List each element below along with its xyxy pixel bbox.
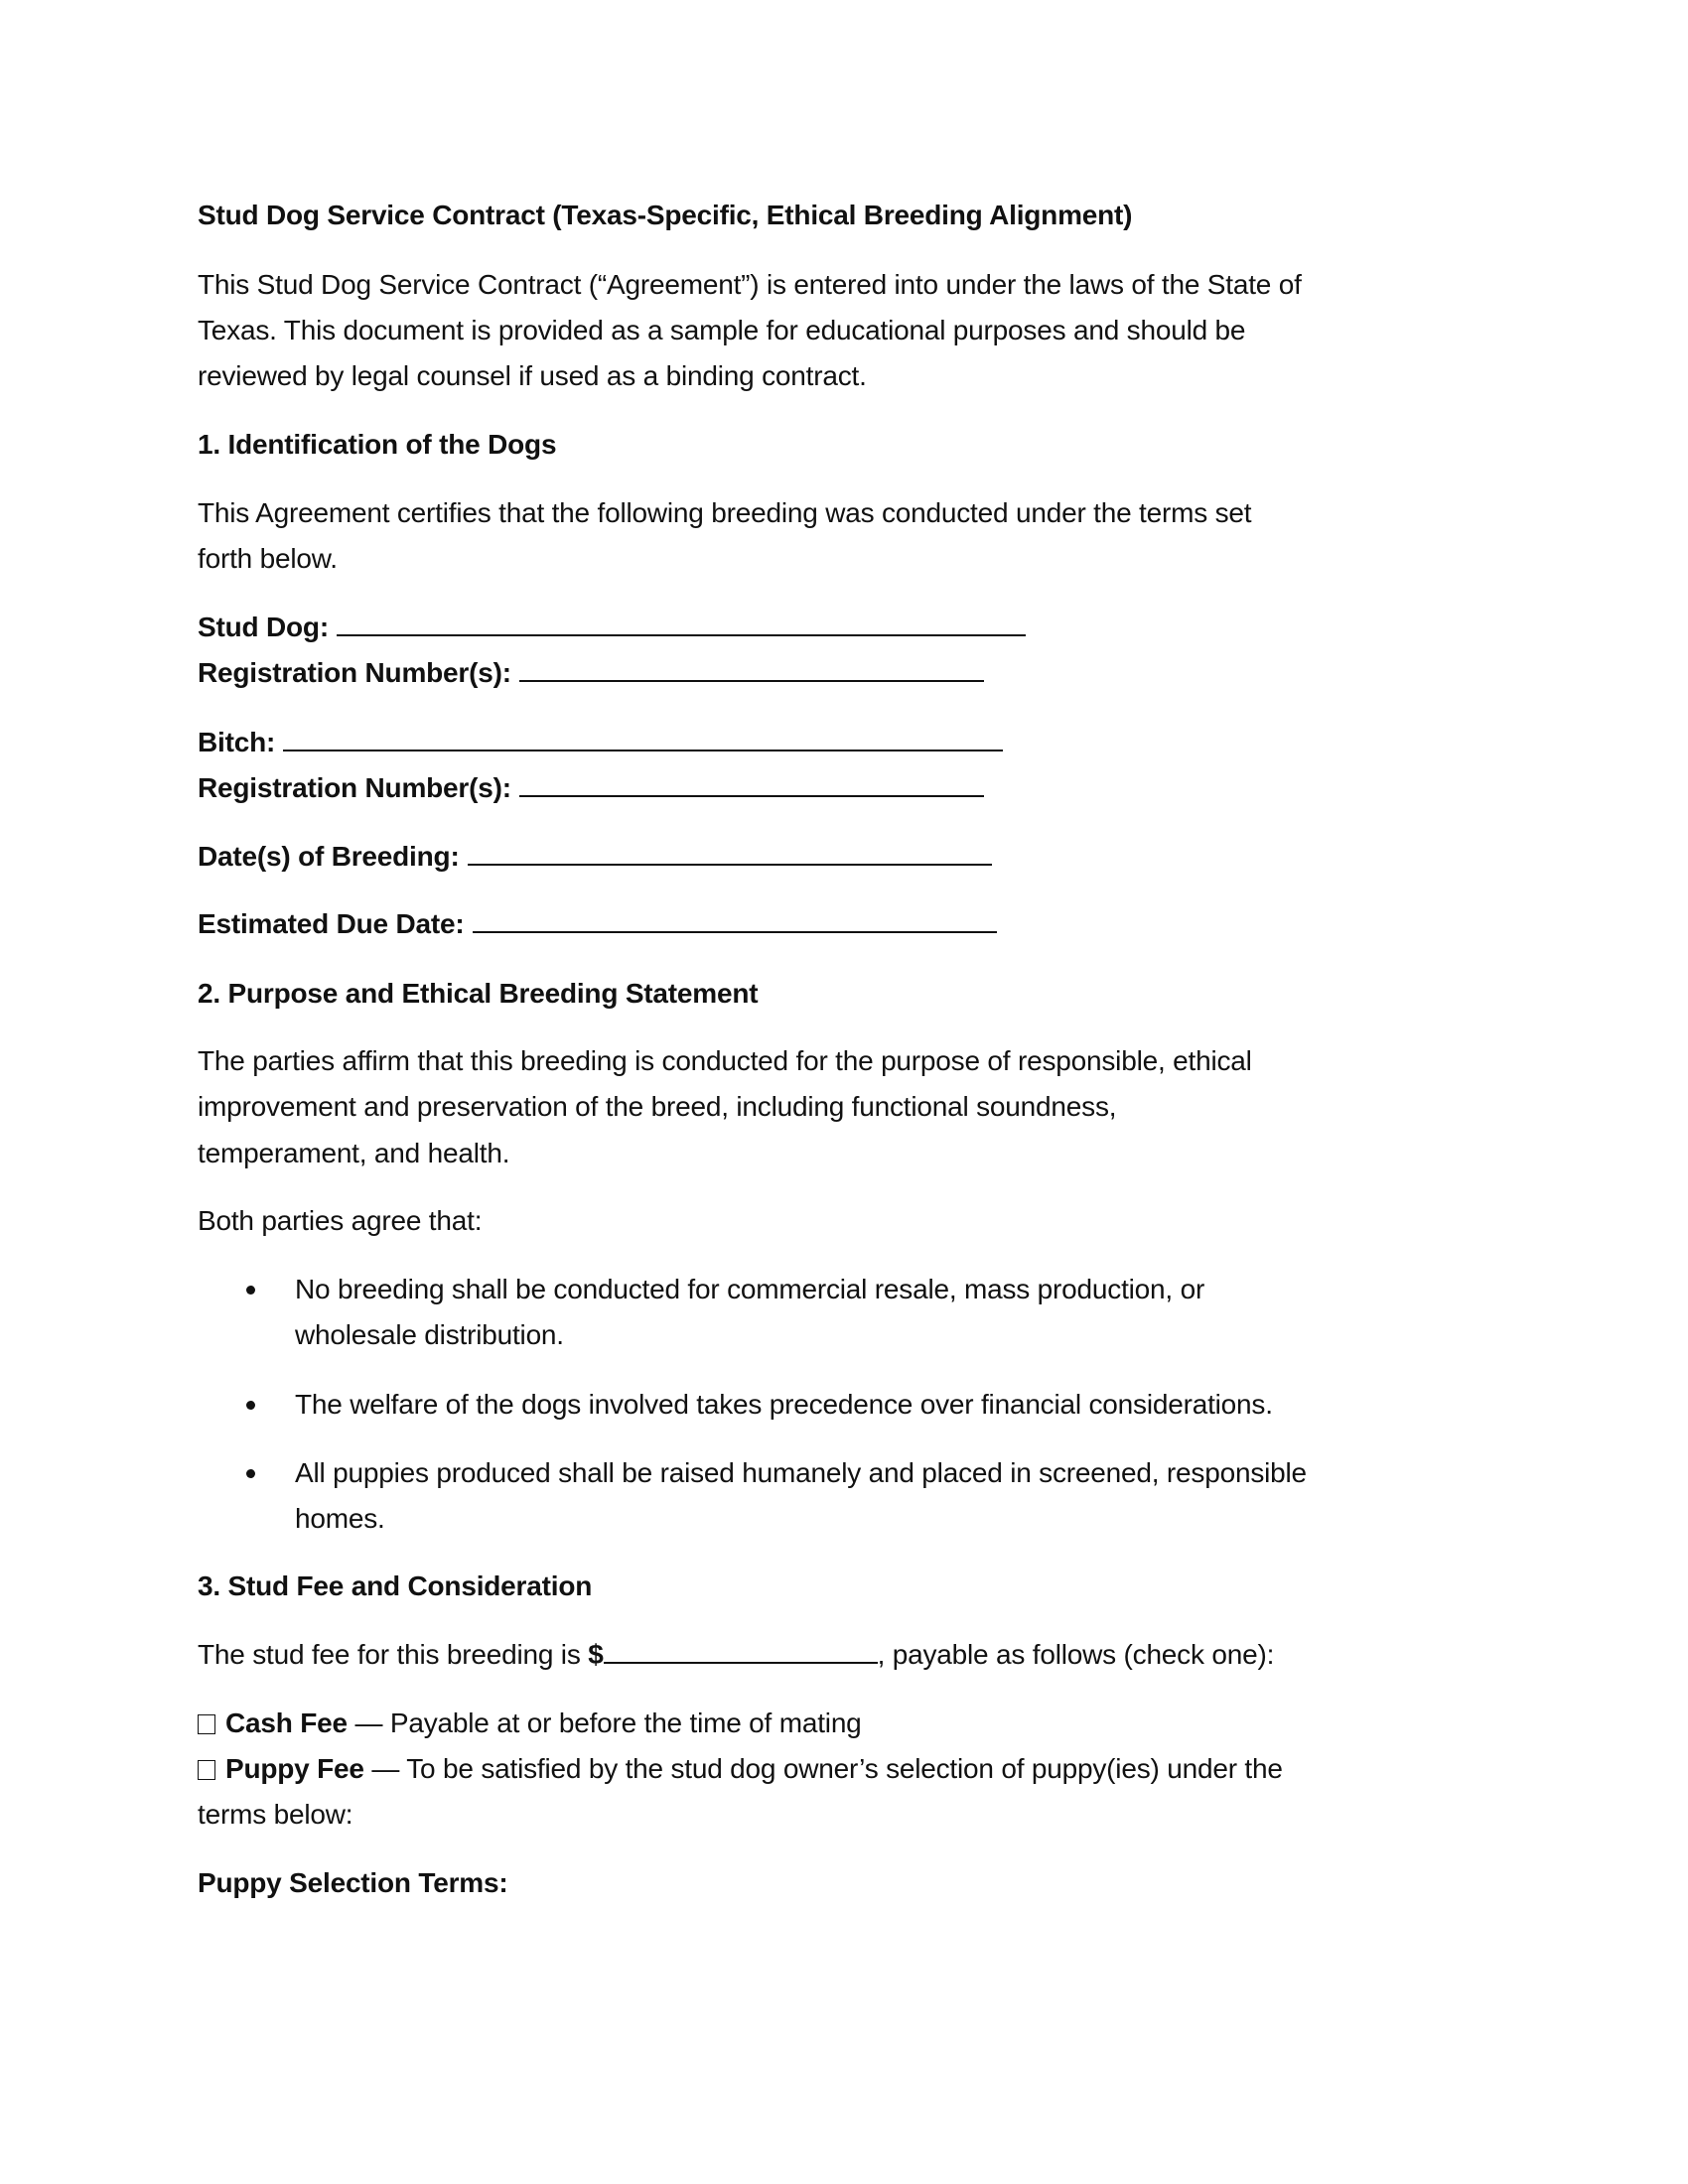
bitch-registration-field [198,771,984,805]
puppy-fee-option[interactable] [198,1752,1283,1786]
stud-registration-field [198,656,984,690]
puppy-fee-description: — To be satisfied by the stud dog owner’s selection of puppy(ies) under the [363,1753,1283,1784]
bitch-label: Bitch: [198,727,276,757]
breeding-dates-input-line[interactable] [468,840,992,866]
due-date-label: Estimated Due Date: [198,908,465,939]
bullet-item-line: wholesale distribution. [295,1319,564,1350]
intro-paragraph-line: This Stud Dog Service Contract (“Agreement”) is entered into under the laws of the State of [198,269,1302,300]
cash-fee-description: — Payable at or before the time of mating [347,1707,862,1738]
currency-symbol: $ [588,1639,604,1670]
bullet-item-line: No breeding shall be conducted for commercial resale, mass production, or [295,1274,1205,1304]
puppy-fee-continuation: terms below: [198,1799,353,1830]
bitch-registration-label: Registration Number(s): [198,772,511,803]
stud-fee-prefix: The stud fee for this breeding is [198,1639,589,1670]
bitch-registration-input-line[interactable] [519,771,984,797]
bitch-input-line[interactable] [283,726,1003,751]
breeding-dates-field [198,840,992,874]
bullet-icon [246,1286,255,1295]
puppy-fee-label: Puppy Fee [225,1753,364,1784]
agree-intro: Both parties agree that: [198,1205,483,1236]
document-title: Stud Dog Service Contract (Texas-Specific, Ethical Breeding Alignment) [198,200,1133,230]
section-2-heading: 2. Purpose and Ethical Breeding Statement [198,978,759,1009]
bullet-item-line: All puppies produced shall be raised humanely and placed in screened, responsible [295,1457,1307,1488]
stud-dog-label: Stud Dog: [198,612,329,642]
breeding-dates-label: Date(s) of Breeding: [198,841,460,872]
puppy-fee-checkbox[interactable] [198,1760,215,1780]
due-date-field [198,907,997,941]
intro-paragraph-line: reviewed by legal counsel if used as a binding contract. [198,360,867,391]
puppy-selection-heading: Puppy Selection Terms: [198,1867,508,1898]
stud-fee-suffix: , payable as follows (check one): [877,1639,1275,1670]
stud-registration-label: Registration Number(s): [198,657,511,688]
due-date-input-line[interactable] [473,907,997,933]
stud-registration-input-line[interactable] [519,656,984,682]
cash-fee-option[interactable] [198,1706,862,1740]
bullet-item-line: homes. [295,1503,385,1534]
section-1-heading: 1. Identification of the Dogs [198,429,557,460]
section-2-body-line: improvement and preservation of the breed, including functional soundness, [198,1091,1117,1122]
cash-fee-checkbox[interactable] [198,1714,215,1734]
section-2-body-line: temperament, and health. [198,1138,510,1168]
intro-paragraph-line: Texas. This document is provided as a sample for educational purposes and should be [198,315,1246,345]
bitch-field [198,726,1003,759]
section-1-body-line: This Agreement certifies that the following breeding was conducted under the terms set [198,497,1252,528]
bullet-icon [246,1401,255,1410]
cash-fee-label: Cash Fee [225,1707,348,1738]
bullet-icon [246,1469,255,1478]
section-1-body-line: forth below. [198,543,338,574]
stud-dog-input-line[interactable] [337,611,1026,636]
section-2-body-line: The parties affirm that this breeding is conducted for the purpose of responsible, ethical [198,1045,1252,1076]
stud-fee-input-line[interactable] [604,1638,878,1664]
bullet-item-line: The welfare of the dogs involved takes precedence over financial considerations. [295,1389,1273,1420]
stud-fee-line [198,1638,1274,1672]
stud-dog-field [198,611,1026,644]
section-3-heading: 3. Stud Fee and Consideration [198,1570,593,1601]
